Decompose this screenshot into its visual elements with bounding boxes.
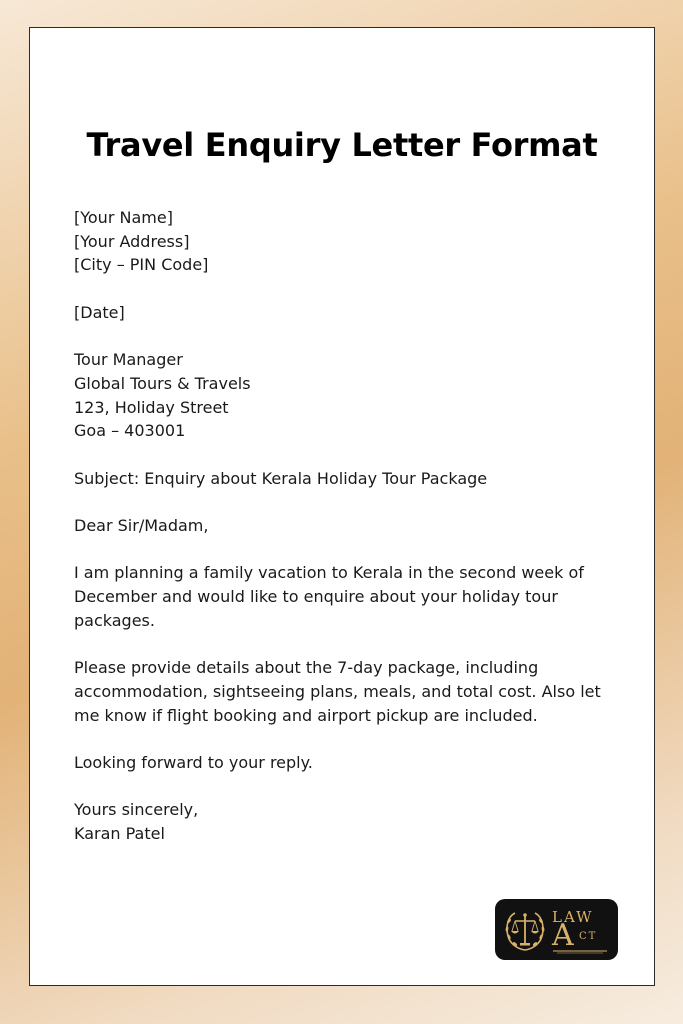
logo-text-top: LAW — [552, 908, 594, 926]
letter-salutation: Dear Sir/Madam, — [74, 516, 209, 536]
logo-text-small: CT — [579, 931, 598, 942]
spacer — [74, 490, 619, 514]
spacer — [74, 775, 619, 799]
spacer — [74, 277, 619, 301]
sender-name: [Your Name] — [74, 208, 173, 227]
page-title: Travel Enquiry Letter Format — [86, 126, 598, 164]
letter-closing: Yours sincerely, — [74, 800, 199, 820]
sender-address: [Your Address] — [74, 231, 190, 251]
spacer — [74, 443, 619, 467]
spacer — [74, 325, 619, 349]
law-act-logo — [495, 899, 618, 960]
body-paragraph: Please provide details about the 7-day package, including accommodation, sightseeing plans, meals, and total cost. Also let me know if flight booking and airport pickup are included. — [74, 658, 601, 725]
recipient-street: 123, Holiday Street — [74, 397, 229, 417]
letter-body — [74, 206, 619, 846]
logo-big-letter: A — [552, 918, 574, 953]
letter-signature: Karan Patel — [74, 824, 165, 844]
recipient-city-pin: Goa – 403001 — [74, 421, 186, 441]
letter-date: [Date] — [74, 302, 125, 322]
recipient-company: Global Tours & Travels — [74, 373, 251, 393]
recipient-designation: Tour Manager — [74, 350, 183, 370]
letter-sheet — [29, 27, 655, 986]
letter-subject: Subject: Enquiry about Kerala Holiday Tour Package — [74, 468, 488, 488]
spacer — [74, 538, 619, 562]
spacer — [74, 633, 619, 657]
sender-city-pin: [City – PIN Code] — [74, 255, 209, 275]
body-paragraph: I am planning a family vacation to Kerala in the second week of December and would like to enquire about your holiday tour packages. — [74, 563, 584, 630]
body-paragraph: Looking forward to your reply. — [74, 753, 313, 773]
spacer — [74, 727, 619, 751]
